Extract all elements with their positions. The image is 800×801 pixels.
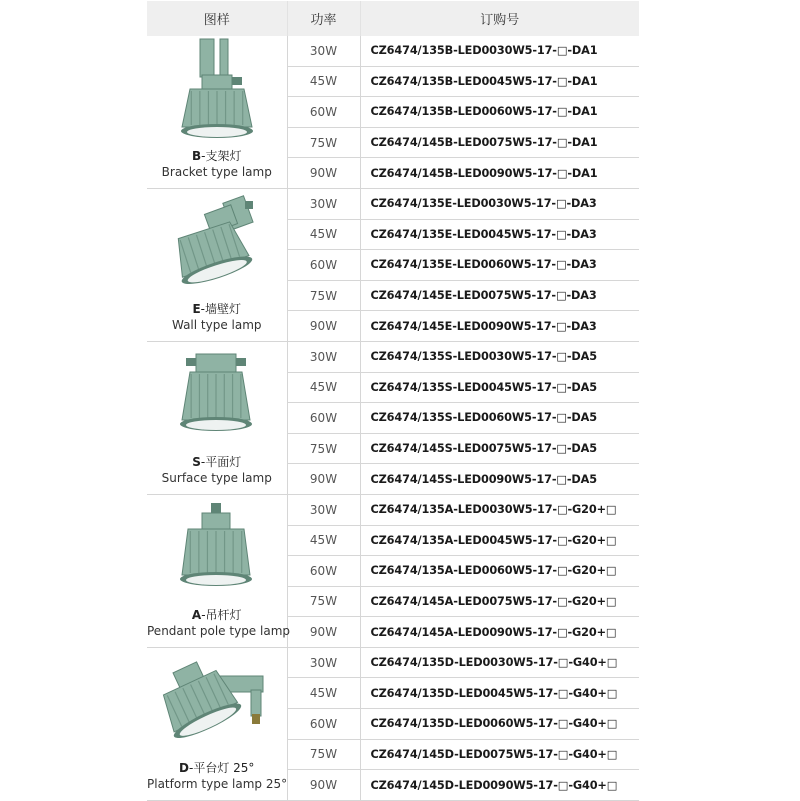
order-code-cell: CZ6474/135A-LED0045W5-17-□-G20+□: [360, 525, 639, 556]
lamp-image-cell: [147, 341, 287, 494]
lamp-type-cn: [147, 301, 287, 317]
order-code-cell: CZ6474/135E-LED0060W5-17-□-DA3: [360, 250, 639, 281]
order-code-cell: CZ6474/135A-LED0030W5-17-□-G20+□: [360, 494, 639, 525]
order-code-cell: CZ6474/145S-LED0090W5-17-□-DA5: [360, 464, 639, 495]
order-code-cell: CZ6474/145D-LED0090W5-17-□-G40+□: [360, 770, 639, 801]
lamp-type-cn: [147, 454, 287, 470]
lamp-type-cn: [147, 148, 287, 164]
order-code-cell: CZ6474/135S-LED0045W5-17-□-DA5: [360, 372, 639, 403]
lamp-type-cn-text: -平台灯 25°: [189, 760, 255, 775]
order-code-cell: CZ6474/145D-LED0075W5-17-□-G40+□: [360, 739, 639, 770]
order-table: [147, 1, 639, 801]
lamp-letter: E: [192, 301, 201, 316]
power-cell: 90W: [287, 770, 360, 801]
power-cell: 45W: [287, 525, 360, 556]
power-cell: 60W: [287, 97, 360, 128]
lamp-type-cn-text: -吊杆灯: [201, 607, 242, 622]
power-cell: 45W: [287, 66, 360, 97]
order-code-cell: CZ6474/135E-LED0045W5-17-□-DA3: [360, 219, 639, 250]
bracket-lamp-icon: [147, 36, 287, 148]
table-row: [147, 188, 639, 219]
lamp-image-cell: [147, 647, 287, 800]
order-code-cell: CZ6474/135D-LED0030W5-17-□-G40+□: [360, 647, 639, 678]
header-image: 图样: [147, 1, 287, 36]
power-cell: 30W: [287, 494, 360, 525]
table-row: [147, 494, 639, 525]
power-cell: 75W: [287, 280, 360, 311]
table-row: [147, 341, 639, 372]
lamp-type-en: Pendant pole type lamp: [147, 623, 290, 638]
power-cell: 75W: [287, 739, 360, 770]
order-code-cell: CZ6474/145E-LED0075W5-17-□-DA3: [360, 280, 639, 311]
power-cell: 75W: [287, 433, 360, 464]
power-cell: 60W: [287, 403, 360, 434]
pendant-lamp-icon: [147, 495, 287, 607]
lamp-type-cn-text: -平面灯: [200, 454, 242, 469]
order-code-cell: CZ6474/135E-LED0030W5-17-□-DA3: [360, 188, 639, 219]
lamp-type-en: Wall type lamp: [171, 317, 262, 332]
table-row: [147, 647, 639, 678]
order-code-cell: CZ6474/135D-LED0045W5-17-□-G40+□: [360, 678, 639, 709]
wall-lamp-icon: [147, 189, 287, 301]
lamp-type-cn-text: -支架灯: [201, 149, 242, 163]
power-cell: 30W: [287, 188, 360, 219]
lamp-image-cell: [147, 188, 287, 341]
order-code-cell: CZ6474/145E-LED0090W5-17-□-DA3: [360, 311, 639, 342]
power-cell: 30W: [287, 647, 360, 678]
order-code-cell: CZ6474/135S-LED0030W5-17-□-DA5: [360, 341, 639, 372]
lamp-type-cn-text: -墙壁灯: [200, 301, 242, 316]
lamp-type-en: Bracket type lamp: [161, 165, 272, 179]
table-header-row: [147, 1, 639, 36]
power-cell: 30W: [287, 341, 360, 372]
order-code-cell: CZ6474/135D-LED0060W5-17-□-G40+□: [360, 709, 639, 740]
power-cell: 45W: [287, 372, 360, 403]
order-code-cell: CZ6474/145S-LED0075W5-17-□-DA5: [360, 433, 639, 464]
power-cell: 90W: [287, 617, 360, 648]
header-code: 订购号: [360, 1, 639, 36]
order-code-cell: CZ6474/135B-LED0060W5-17-□-DA1: [360, 97, 639, 128]
order-code-cell: CZ6474/145A-LED0090W5-17-□-G20+□: [360, 617, 639, 648]
power-cell: 30W: [287, 36, 360, 66]
order-code-cell: CZ6474/145B-LED0075W5-17-□-DA1: [360, 127, 639, 158]
order-code-cell: CZ6474/135B-LED0045W5-17-□-DA1: [360, 66, 639, 97]
platform-lamp-icon: [147, 648, 287, 760]
order-code-cell: CZ6474/135B-LED0030W5-17-□-DA1: [360, 36, 639, 66]
lamp-type-en: Surface type lamp: [161, 470, 272, 485]
power-cell: 60W: [287, 556, 360, 587]
header-power: 功率: [287, 1, 360, 36]
lamp-image-cell: [147, 494, 290, 647]
power-cell: 90W: [287, 464, 360, 495]
lamp-type-cn: [147, 760, 287, 776]
order-code-cell: CZ6474/145B-LED0090W5-17-□-DA1: [360, 158, 639, 189]
lamp-image-cell: [147, 36, 287, 188]
power-cell: 90W: [287, 311, 360, 342]
lamp-letter: B: [192, 149, 202, 163]
power-cell: 60W: [287, 709, 360, 740]
order-code-cell: CZ6474/145A-LED0075W5-17-□-G20+□: [360, 586, 639, 617]
lamp-letter: A: [191, 607, 202, 622]
power-cell: 75W: [287, 127, 360, 158]
lamp-letter: D: [179, 760, 190, 775]
power-cell: 75W: [287, 586, 360, 617]
power-cell: 45W: [287, 678, 360, 709]
surface-lamp-icon: [147, 342, 287, 454]
power-cell: 60W: [287, 250, 360, 281]
lamp-letter: S: [192, 454, 201, 469]
order-code-cell: CZ6474/135S-LED0060W5-17-□-DA5: [360, 403, 639, 434]
table-row: [147, 36, 639, 66]
lamp-type-cn: [147, 607, 287, 623]
power-cell: 45W: [287, 219, 360, 250]
order-code-cell: CZ6474/135A-LED0060W5-17-□-G20+□: [360, 556, 639, 587]
power-cell: 90W: [287, 158, 360, 189]
lamp-type-en: Platform type lamp 25°: [147, 776, 288, 791]
